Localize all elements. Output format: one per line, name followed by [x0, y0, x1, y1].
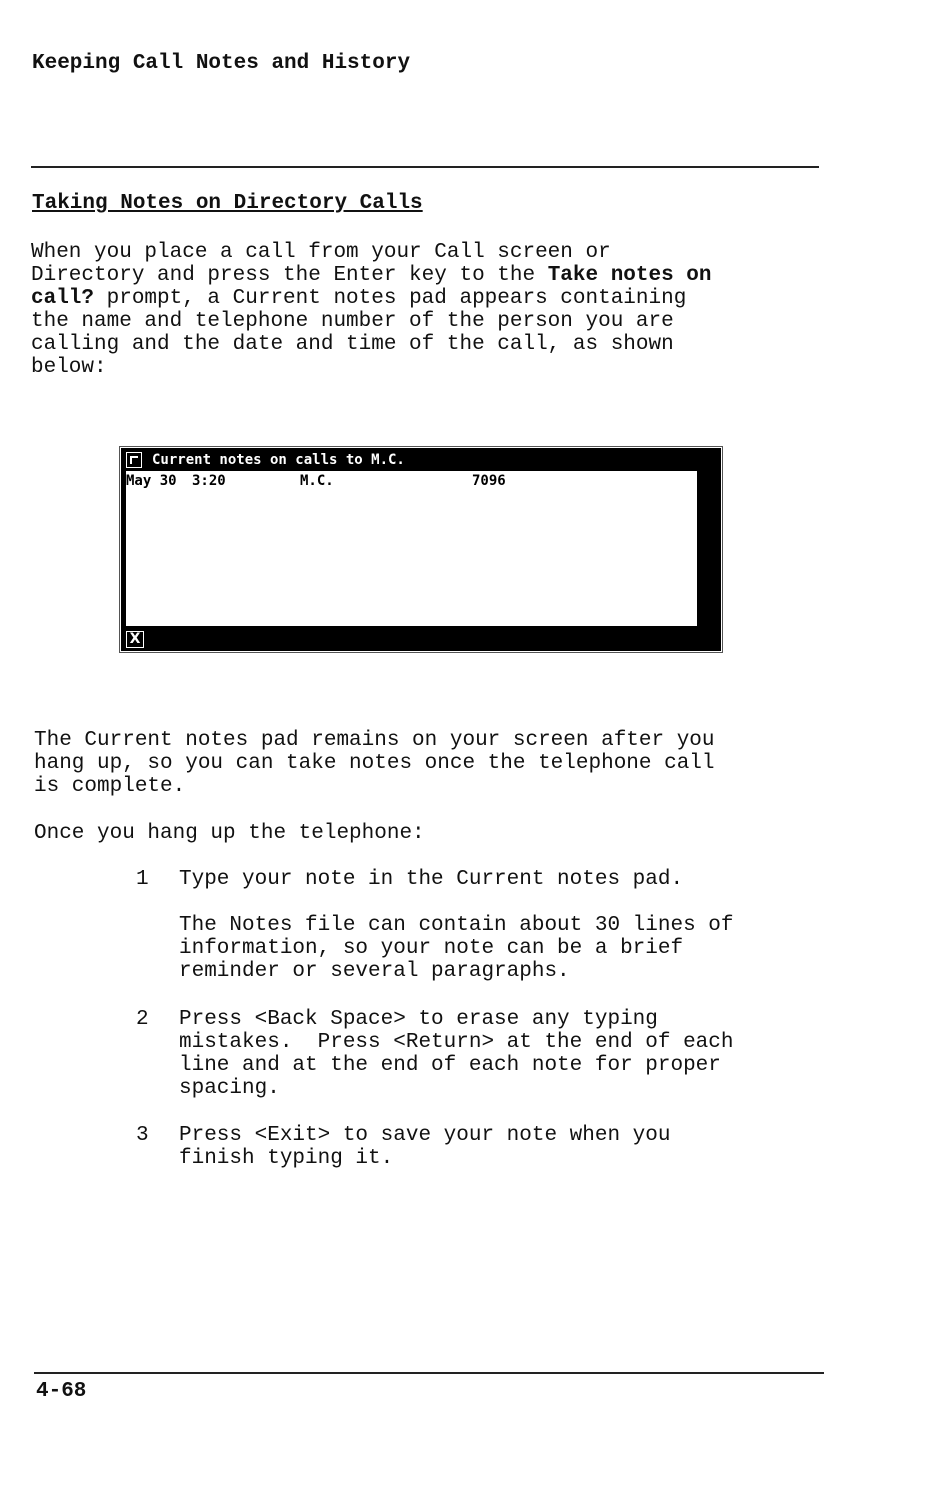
top-divider	[31, 166, 819, 168]
note-time: 3:20	[192, 473, 226, 489]
page-number: 4-68	[36, 1380, 87, 1403]
note-name: M.C.	[300, 473, 334, 489]
section-title: Taking Notes on Directory Calls	[32, 192, 423, 215]
page-header: Keeping Call Notes and History	[32, 52, 411, 75]
current-notes-window	[121, 448, 721, 651]
window-footer	[122, 628, 720, 650]
after-paragraph: The Current notes pad remains on your screen after you hang up, so you can take notes once the telephone call is complete.	[34, 729, 715, 798]
window-title-bar	[122, 449, 720, 471]
bottom-divider	[34, 1372, 824, 1374]
intro-text-1: When you place a call from your Call screen or Directory and press the Enter key to the	[31, 241, 611, 287]
step-text-3: Press <Exit> to save your note when you finish typing it.	[179, 1124, 671, 1170]
window-title: Current notes on calls to M.C.	[152, 452, 405, 468]
notes-pad[interactable]	[126, 471, 697, 626]
intro-prompt: Take notes on call?	[31, 264, 712, 310]
window-menu-icon[interactable]	[126, 452, 142, 468]
step-number-2: 2	[136, 1008, 149, 1031]
intro-paragraph	[31, 241, 831, 379]
step-text-2: Press <Back Space> to erase any typing mistakes. Press <Return> at the end of each line and at the end of each note for proper spacing.	[179, 1008, 734, 1100]
step-text-1: Type your note in the Current notes pad.	[179, 868, 684, 891]
close-icon[interactable]: X	[126, 631, 144, 648]
step-number-1: 1	[136, 868, 149, 891]
step-number-3: 3	[136, 1124, 149, 1147]
note-date: May 30	[126, 473, 177, 489]
intro-text-2: prompt, a Current notes pad appears containing the name and telephone number of the person you are calling and the date and time of the call, as shown below:	[31, 287, 687, 379]
steps-intro: Once you hang up the telephone:	[34, 822, 425, 845]
step-note: The Notes file can contain about 30 lines of information, so your note can be a brief reminder or several paragraphs.	[179, 914, 734, 983]
note-number: 7096	[472, 473, 506, 489]
